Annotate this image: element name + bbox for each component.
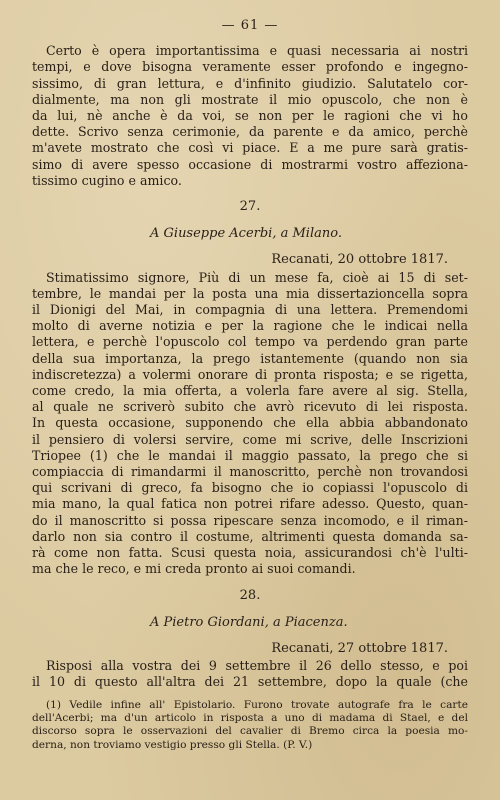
footnote-line: derna, non troviamo vestigio presso gli Stella. (P. V.) xyxy=(32,738,313,751)
page-number: — 61 — xyxy=(221,18,279,33)
text-line: come credo, la mia offerta, a volerla fare avere al sig. Stella, xyxy=(32,383,468,399)
letter-date: Recanati, 20 ottobre 1817. xyxy=(271,252,448,268)
letter-addressee: A Pietro Giordani, a Piacenza. xyxy=(150,614,348,630)
text-line: darlo non sia contro il costume, altrimenti questa domanda sa- xyxy=(32,528,468,544)
text-line: il pensiero di volersi servire, come mi scrive, delle Inscrizioni xyxy=(32,431,468,447)
text-line: compiaccia di rimandarmi il manoscritto, perchè non trovandosi xyxy=(32,464,468,480)
footnote-line: (1) Vedile infine all' Epistolario. Furono trovate autografe fra le carte xyxy=(46,698,468,711)
text-line: In questa occasione, supponendo che ella abbia abbandonato xyxy=(32,415,468,431)
text-line: da lui, nè anche è da voi, se non per le ragioni che vi ho xyxy=(32,108,468,124)
text-line: tembre, le mandai per la posta una mia dissertazioncella sopra xyxy=(32,285,468,301)
text-line: simo di avere spesso occasione di mostrarmi vostro affeziona- xyxy=(32,156,468,172)
footnote xyxy=(32,699,468,753)
letter-number: 27. xyxy=(239,199,261,215)
text-line: dialmente, ma non gli mostrate il mio opuscolo, che non è xyxy=(32,91,468,107)
text-line: do il manoscritto si possa ripescare senza incomodo, e il riman- xyxy=(32,512,468,528)
text-line: tempi, e dove bisogna veramente esser profondo e ingegno- xyxy=(32,59,468,75)
text-line: Triopee (1) che le mandai il maggio passato, la prego che si xyxy=(32,447,468,463)
text-line: Stimatissimo signore, Più di un mese fa, cioè ai 15 di set- xyxy=(46,269,468,285)
letter-body xyxy=(32,658,468,690)
text-line: ma che le reco, e mi creda pronto ai suoi comandi. xyxy=(32,561,356,577)
footnote-line: discorso sopra le osservazioni del cavalier di Bremo circa la poesia mo- xyxy=(32,725,468,738)
text-line: indiscretezza) a volermi onorare di pronta risposta; e se rigetta, xyxy=(32,366,468,382)
letter-body xyxy=(32,270,468,578)
footnote-line: dell'Acerbi; ma d'un articolo in risposta a uno di madama di Stael, e del xyxy=(32,711,468,724)
text-line: sissimo, di gran lettura, e d'infinito giudizio. Salutatelo cor- xyxy=(32,75,468,91)
text-line: tissimo cugino e amico. xyxy=(32,172,182,188)
text-line: mia mano, la qual fatica non potrei rifare adesso. Questo, quan- xyxy=(32,496,468,512)
letter-date: Recanati, 27 ottobre 1817. xyxy=(271,640,448,656)
text-line: rà come non fatta. Scusi questa noia, assicurandosi ch'è l'ulti- xyxy=(32,545,468,561)
text-line: qui scrivani di greco, fa bisogno che io copiassi l'opuscolo di xyxy=(32,480,468,496)
text-line: dette. Scrivo senza cerimonie, da parente e da amico, perchè xyxy=(32,124,468,140)
letter-addressee: A Giuseppe Acerbi, a Milano. xyxy=(150,226,342,242)
letter-number: 28. xyxy=(239,587,261,603)
intro-paragraph xyxy=(32,43,468,189)
text-line: Certo è opera importantissima e quasi necessaria ai nostri xyxy=(46,43,468,59)
text-line: m'avete mostrato che così vi piace. E a me pure sarà gratis- xyxy=(32,140,468,156)
text-line: il 10 di questo all'altra dei 21 settembre, dopo la quale (che xyxy=(32,674,468,690)
text-line: Risposi alla vostra dei 9 settembre il 26 dello stesso, e poi xyxy=(46,658,468,674)
footnote-spacer xyxy=(32,691,468,699)
text-line: il Dionigi del Mai, in compagnia di una lettera. Premendomi xyxy=(32,302,468,318)
text-line: della sua importanza, la prego istantemente (quando non sia xyxy=(32,350,468,366)
text-line: lettera, e perchè l'opuscolo col tempo va perdendo gran parte xyxy=(32,334,468,350)
text-line: al quale ne scriverò subito che avrò ricevuto di lei risposta. xyxy=(32,399,468,415)
text-line: molto di averne notizia e per la ragione che le indicai nella xyxy=(32,318,468,334)
